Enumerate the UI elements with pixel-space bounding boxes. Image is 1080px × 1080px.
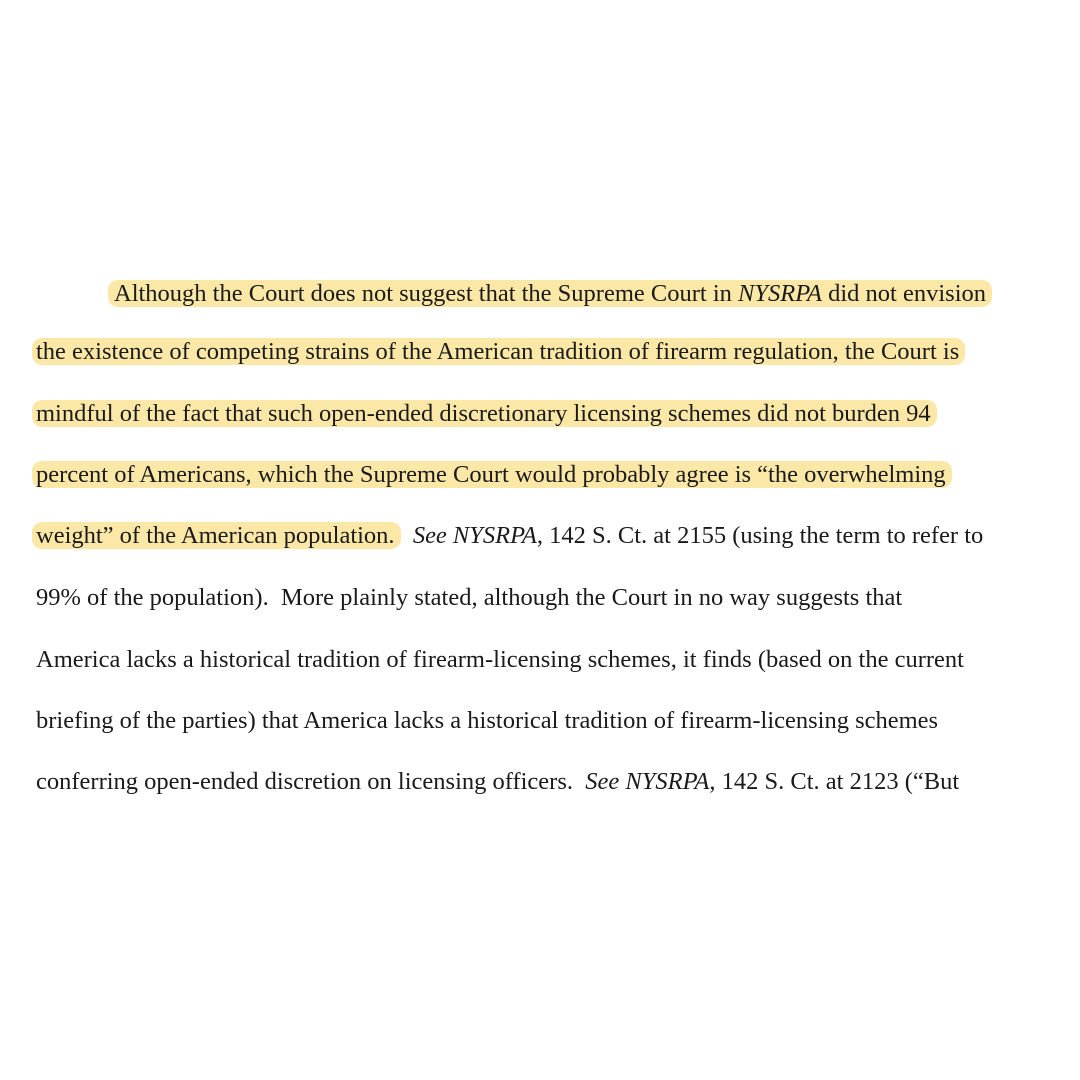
text-segment: Although the Court does not suggest that the Supreme Court in [114,280,739,307]
highlight-span [32,461,952,488]
text-segment: , 142 S. Ct. at 2155 (using the term to refer to [536,522,984,549]
citation-italic: See NYSRPA [585,768,710,795]
text-segment: briefing of the parties) that America lacks a historical tradition of firearm-licensing schemes [36,707,939,734]
citation-italic: See NYSRPA [412,522,537,549]
text-segment: percent of Americans, which the Supreme Court would probably agree is “the overwhelming [36,461,946,488]
paragraph-line-5 [32,518,983,554]
text-segment: mindful of the fact that such open-ended discretionary licensing schemes did not burden 94 [36,400,931,427]
paragraph-line-3 [32,396,937,432]
highlight-span [32,400,937,427]
text-segment [401,522,413,549]
paragraph-line-4 [32,457,952,493]
highlight-span [32,338,965,365]
text-segment: , 142 S. Ct. at 2123 (“But [709,768,960,795]
paragraph-line-1 [108,276,992,312]
text-segment: weight” of the American population. [36,522,395,549]
case-name-italic: NYSRPA [738,280,822,307]
text-segment: the existence of competing strains of the American tradition of firearm regulation, the Court is [36,338,960,365]
paragraph-line-7 [36,642,964,678]
paragraph-line-6 [36,580,902,616]
paragraph-line-2 [32,334,965,370]
highlight-span [32,522,401,549]
paragraph-line-8 [36,703,938,739]
text-segment: 99% of the population). More plainly stated, although the Court in no way suggests that [36,584,903,611]
text-segment: conferring open-ended discretion on licensing officers. [36,768,586,795]
highlight-span [108,280,992,307]
paragraph-line-9 [36,764,959,800]
text-segment: did not envision [821,280,986,307]
text-segment: America lacks a historical tradition of firearm-licensing schemes, it finds (based on the current [36,646,964,673]
